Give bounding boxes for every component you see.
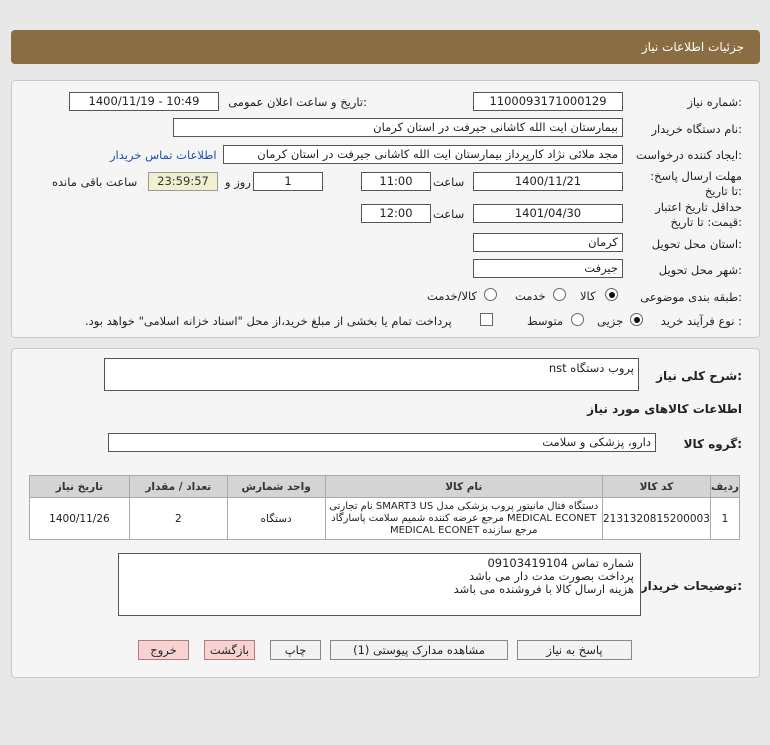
table-row[interactable] — [30, 498, 740, 540]
creator-field: مجد ملائی نژاد کارپرداز بیمارستان ایت الله کاشانی جیرفت در استان کرمان — [223, 145, 623, 164]
reply-button[interactable]: پاسخ به نیاز — [517, 640, 632, 660]
buyer-notes-box — [118, 553, 641, 616]
deadline-label: مهلت ارسال پاسخ: تا تاریخ: — [650, 169, 742, 198]
cell-name: دستگاه فتال مانیتور پروب پزشکی مدل SMART3 US نام تجارتی MEDICAL ECONET مرجع عرضه کننده شمیم سلامت پاسارگاد مرجع سازنده MEDICAL ECONET — [325, 498, 602, 540]
treasury-note: پرداخت تمام یا بخشی از مبلغ خرید،از محل "اسناد خزانه اسلامی" خواهد بود. — [85, 314, 452, 328]
buyer-notes-line: پرداخت بصورت مدت دار می باشد — [468, 569, 634, 583]
cell-qty: 2 — [129, 498, 227, 540]
city-field: جیرفت — [473, 259, 623, 278]
back-button[interactable]: بازگشت — [204, 640, 255, 660]
cell-row: 1 — [710, 498, 739, 540]
page-title: جزئیات اطلاعات نیاز — [641, 40, 744, 54]
buyer-org-label: نام دستگاه خریدار: — [651, 122, 742, 136]
page-header — [11, 30, 760, 64]
category-radio-goods[interactable] — [605, 288, 618, 301]
remaining-time-field: 23:59:57 — [148, 172, 218, 191]
table-header-row — [30, 476, 740, 498]
cell-date: 1400/11/26 — [30, 498, 130, 540]
col-code: کد کالا — [602, 476, 710, 498]
validity-time-field: 12:00 — [361, 204, 431, 223]
deadline-time-label: ساعت — [433, 175, 465, 189]
buyer-contact-link[interactable]: اطلاعات تماس خریدار — [110, 148, 217, 162]
col-qty: تعداد / مقدار — [129, 476, 227, 498]
attachments-button[interactable]: مشاهده مدارک پیوستی (1) — [330, 640, 508, 660]
buyer-org-field: بیمارستان ایت الله کاشانی جیرفت در استان کرمان — [173, 118, 623, 137]
validity-label: حداقل تاریخ اعتبار قیمت: تا تاریخ: — [655, 200, 742, 229]
summary-field: پروب دستگاه nst — [104, 358, 639, 391]
buyer-notes-line: هزینه ارسال کالا با فروشنده می باشد — [453, 582, 634, 596]
process-label: نوع فرآیند خرید : — [660, 314, 742, 328]
col-name: نام کالا — [325, 476, 602, 498]
need-number-label: شماره نیاز: — [687, 95, 742, 109]
category-option-service: خدمت — [515, 289, 546, 303]
treasury-checkbox[interactable] — [480, 313, 493, 326]
items-table — [29, 475, 740, 540]
deadline-time-field: 11:00 — [361, 172, 431, 191]
process-radio-minor[interactable] — [630, 313, 643, 326]
cell-code: 2131320815200003 — [602, 498, 710, 540]
buyer-notes-label: توضیحات خریدار: — [640, 579, 742, 593]
validity-time-label: ساعت — [433, 207, 465, 221]
group-field: دارو، پزشکی و سلامت — [108, 433, 656, 452]
goods-info-title: اطلاعات کالاهای مورد نیاز — [587, 402, 742, 416]
remaining-time-label: ساعت باقی مانده — [52, 175, 138, 189]
process-option-medium: متوسط — [527, 314, 564, 328]
deadline-date-field: 1400/11/21 — [473, 172, 623, 191]
print-button[interactable]: چاپ — [270, 640, 321, 660]
cell-unit: دستگاه — [227, 498, 325, 540]
category-option-goods-service: کالا/خدمت — [427, 289, 478, 303]
announce-field: 1400/11/19 - 10:49 — [69, 92, 219, 111]
buyer-notes-line: شماره تماس 09103419104 — [487, 556, 634, 570]
category-option-goods: کالا — [580, 289, 596, 303]
province-field: کرمان — [473, 233, 623, 252]
days-label: روز و — [225, 175, 251, 189]
days-field: 1 — [253, 172, 323, 191]
category-radio-service[interactable] — [553, 288, 566, 301]
process-radio-medium[interactable] — [571, 313, 584, 326]
city-label: شهر محل تحویل: — [658, 263, 742, 277]
province-label: استان محل تحویل: — [651, 237, 742, 251]
process-option-minor: جزیی — [597, 314, 624, 328]
validity-date-field: 1401/04/30 — [473, 204, 623, 223]
exit-button[interactable]: خروج — [138, 640, 189, 660]
col-row: ردیف — [710, 476, 739, 498]
summary-label: شرح کلی نیاز: — [656, 369, 742, 383]
col-date: تاریخ نیاز — [30, 476, 130, 498]
group-label: گروه کالا: — [683, 437, 742, 451]
need-number-field: 1100093171000129 — [473, 92, 623, 111]
col-unit: واحد شمارش — [227, 476, 325, 498]
announce-label: تاریخ و ساعت اعلان عمومی: — [228, 95, 367, 109]
category-label: طبقه بندی موضوعی: — [640, 290, 742, 304]
category-radio-goods-service[interactable] — [484, 288, 497, 301]
creator-label: ایجاد کننده درخواست: — [636, 148, 742, 162]
